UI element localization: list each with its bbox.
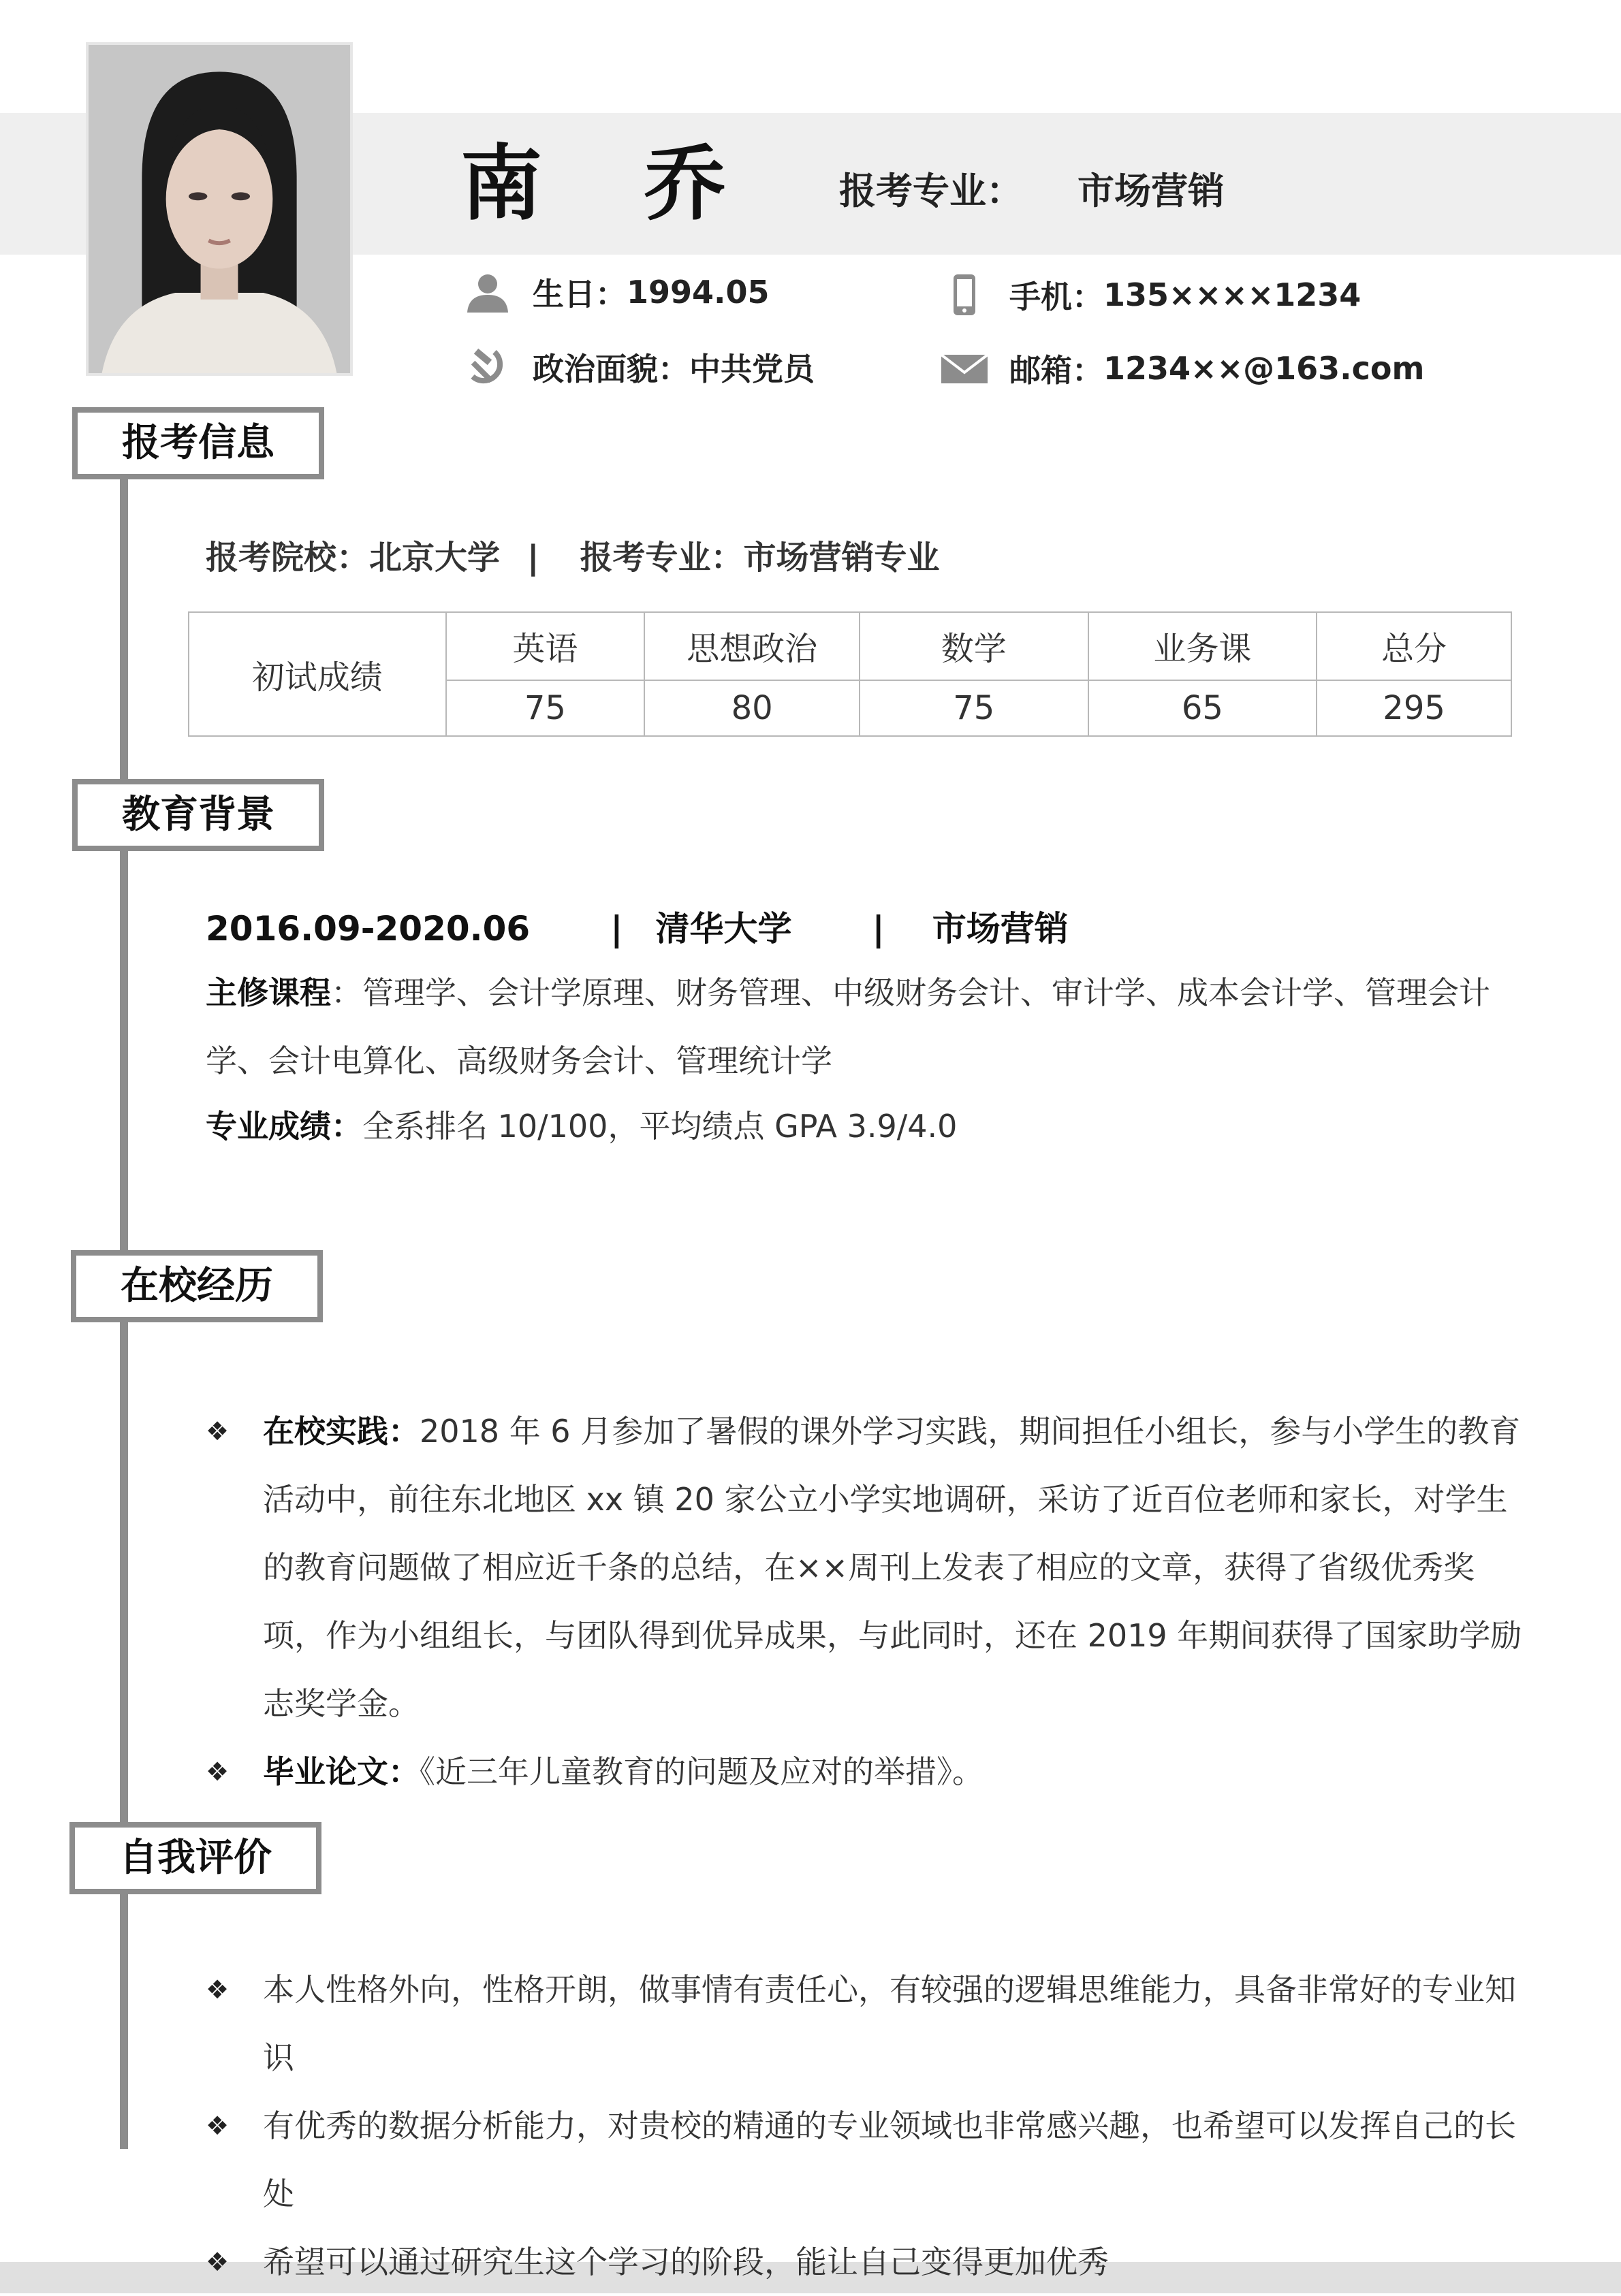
apply-separator: | (527, 539, 539, 577)
item-text: 《近三年儿童教育的问题及应对的举措》。 (420, 1753, 983, 1790)
score-value: 295 (1317, 680, 1511, 736)
phone-value: 135××××1234 (1103, 276, 1362, 313)
mail-icon (937, 348, 992, 389)
phone-label: 手机： (1009, 278, 1103, 315)
person-icon (460, 272, 515, 313)
score-header-row (189, 612, 1511, 680)
courses-text: ：管理学、会计学原理、财务管理、中级财务会计、审计学、成本会计学、管理会计学、会计电算化、高级财务会计、管理统计学 (206, 974, 1490, 1079)
education-separator: | (610, 909, 623, 948)
birthday-value: 1994.05 (627, 274, 770, 310)
bullet-diamond-icon: ❖ (206, 1416, 230, 1446)
education-school: 清华大学 (655, 909, 792, 948)
score-value: 65 (1088, 680, 1317, 736)
hammer-sickle-icon (460, 347, 515, 387)
score-header: 业务课 (1088, 612, 1317, 680)
courses-label: 主修课程 (206, 974, 331, 1011)
apply-school: 报考院校：北京大学 (206, 539, 501, 577)
education-headline (206, 902, 1069, 951)
header-target-major (839, 162, 1225, 214)
phone-row (937, 272, 1361, 317)
applicant-name: 南乔 (460, 137, 828, 232)
score-header: 思想政治 (644, 612, 860, 680)
email-value: 1234××@163.com (1103, 350, 1425, 387)
self-list (206, 1956, 1531, 2296)
bullet-diamond-icon: ❖ (206, 1757, 230, 1787)
bullet-diamond-icon: ❖ (206, 1975, 230, 2005)
target-major-label: 报考专业： (839, 170, 1023, 212)
list-item (206, 2228, 1531, 2296)
item-label: 毕业论文： (263, 1753, 420, 1790)
score-header: 英语 (446, 612, 645, 680)
grade-label: 专业成绩： (206, 1108, 362, 1145)
item-text: 有优秀的数据分析能力，对贵校的精通的专业领域也非常感兴趣，也希望可以发挥自己的长处 (263, 2107, 1516, 2212)
list-item (206, 1956, 1531, 2092)
section-title-education: 教育背景 (72, 779, 324, 851)
politics-value: 中共党员 (689, 351, 815, 387)
politics-row (460, 345, 815, 389)
score-row-label: 初试成绩 (189, 612, 446, 736)
birthday-row (460, 270, 770, 315)
phone-icon (937, 274, 992, 315)
education-major: 市场营销 (932, 909, 1069, 948)
campus-list (206, 1397, 1531, 1806)
score-table (188, 611, 1512, 737)
section-title-campus: 在校经历 (71, 1250, 323, 1322)
birthday-label: 生日： (533, 276, 627, 313)
profile-photo (86, 42, 353, 376)
apply-major: 报考专业：市场营销专业 (580, 539, 940, 577)
score-header: 数学 (860, 612, 1088, 680)
item-text: 本人性格外向，性格开朗，做事情有责任心，有较强的逻辑思维能力，具备非常好的专业知识 (263, 1971, 1516, 2076)
item-text: 希望可以通过研究生这个学习的阶段，能让自己变得更加优秀 (263, 2244, 1109, 2280)
education-period: 2016.09-2020.06 (206, 909, 531, 948)
education-grade (206, 1092, 1531, 1160)
education-separator: | (872, 909, 885, 948)
section-title-apply: 报考信息 (72, 407, 324, 479)
section-title-self: 自我评价 (69, 1822, 321, 1894)
score-header: 总分 (1317, 612, 1511, 680)
list-item (206, 2092, 1531, 2228)
score-value: 75 (446, 680, 645, 736)
grade-text: 全系排名 10/100，平均绩点 GPA 3.9/4.0 (362, 1108, 958, 1145)
bullet-diamond-icon: ❖ (206, 2111, 230, 2141)
apply-summary (206, 531, 940, 578)
list-item (206, 1738, 1531, 1806)
politics-label: 政治面貌： (533, 351, 689, 387)
item-label: 在校实践： (263, 1413, 420, 1450)
list-item (206, 1397, 1531, 1738)
item-text: 2018 年 6 月参加了暑假的课外学习实践，期间担任小组长，参与小学生的教育活动中，前往东北地区 xx 镇 20 家公立小学实地调研，采访了近百位老师和家长，对学生的教育问题做了相应近千条的总结，在××周刊上发表了相应的文章，获得了省级优秀奖项，作为小组组长，与团队得到优异成果，与此同时，还在 2019 年期间获得了国家助学励志奖学金。 (263, 1413, 1522, 1722)
score-value: 80 (644, 680, 860, 736)
bullet-diamond-icon: ❖ (206, 2247, 230, 2277)
email-row (937, 346, 1424, 391)
target-major-value: 市场营销 (1077, 170, 1225, 212)
education-courses (206, 959, 1531, 1095)
email-label: 邮箱： (1009, 352, 1103, 389)
score-value: 75 (860, 680, 1088, 736)
